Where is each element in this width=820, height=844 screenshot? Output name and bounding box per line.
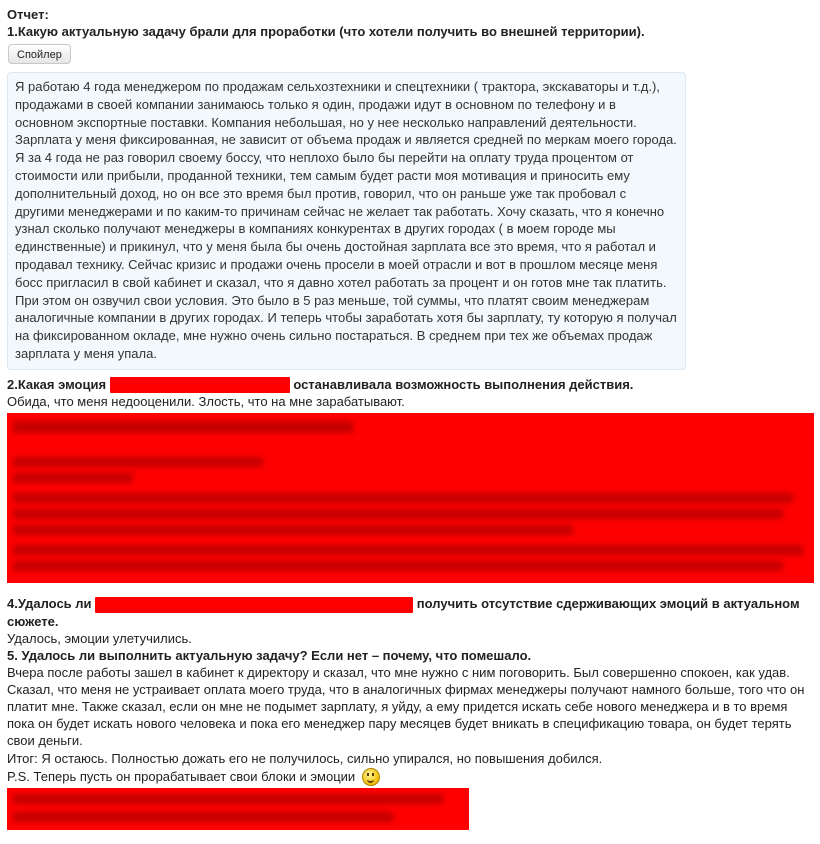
redacted-inline-2 [95,597,413,613]
spoiler-button[interactable]: Спойлер [8,44,71,64]
question-4-start: 4.Удалось ли [7,596,92,612]
redacted-block-2 [7,788,469,830]
smile-icon [362,768,380,786]
report-post [7,6,815,830]
question-5: 5. Удалось ли выполнить актуальную задачу? Если нет – почему, что помешало. [7,647,532,663]
redacted-inline-1 [110,377,290,393]
ps-line [7,768,815,787]
redacted-block-1 [7,413,814,583]
ps-text: P.S. Теперь пусть он прорабатывает свои блоки и эмоции [7,768,356,784]
report-title: Отчет: [7,7,49,22]
question-4 [7,595,815,630]
question-2 [7,376,815,394]
question-4-end: получить отсутствие сдерживающих эмоций в актуальном сюжете. [7,596,800,629]
answer-4: Удалось, эмоции улетучились. [7,630,192,646]
answer-5: Вчера после работы зашел в кабинет к директору и сказал, что мне нужно с ним поговорить. Был совершенно спокоен, как удав. Сказал, что меня не устраивает оплата моего труда, что в аналогичных фирмах менеджеры получают намного больше, того что он платит мне. Также сказал, если он мне не подымет зарплату, я уйду, а ему придется искать себе нового менеджера и в то время пока он будет искать нового человека и пока его менеджер пару месяцев будет вникать в спецификацию товара, он будет терять свои деньги. [7,664,805,748]
spoiler-content: Я работаю 4 года менеджером по продажам сельхозтехники и спецтехники ( трактора, экскаваторы и т.д.), продажами в своей компании занимаюсь только я один, продажи идут в основном по телефону и в основном экспортные поставки. Компания небольшая, но у нее несколько направлений деятельности. Зарплата у меня фиксированная, не зависит от объема продаж и является средней по меркам моего города. Я за 4 года не раз говорил своему боссу, что неплохо было бы перейти на оплату труда процентом от стоимости или прибыли, проданной техники, тем самым будет расти моя мотивация и приносить ему дополнительный доход, но он все это время был против, говорил, что он раньше уже так пробовал с другими менеджерами и по каким-то причинам сейчас не желает так работать. Хочу сказать, что я конечно узнал сколько получают менеджеры в компаниях конкурентах в других городах ( в моем городе мы единственные) и прикинул, что у меня была бы очень достойная зарплата все это время, что я работал и продавал технику. Сейчас кризис и продажи очень просели в моей отрасли и вот в прошлом месяце меня босс пригласил в свой кабинет и сказал, что я давно хотел работать за процент и он готов мне так платить. При этом он озвучил свои условия. Это было в 5 раз меньше, той суммы, что платят своим менеджерам аналогичные компании в других городах. И теперь чтобы заработать хотя бы зарплату, ту которую я получал на фиксированном окладе, мне нужно очень сильно постараться. В среднем при тех же объемах продаж зарплата у меня упала. [7,72,686,370]
answer-2: Обида, что меня недооценили. Злость, что на мне зарабатывают. [7,394,405,410]
question-1: 1.Какую актуальную задачу брали для проработки (что хотели получить во внешней территории). [7,24,645,39]
question-2-start: 2.Какая эмоция [7,376,107,392]
result-text: Итог: Я остаюсь. Полностью дожать его не получилось, сильно упирался, но повышения добился. [7,750,603,766]
question-2-end: останавливала возможность выполнения действия. [293,376,634,392]
